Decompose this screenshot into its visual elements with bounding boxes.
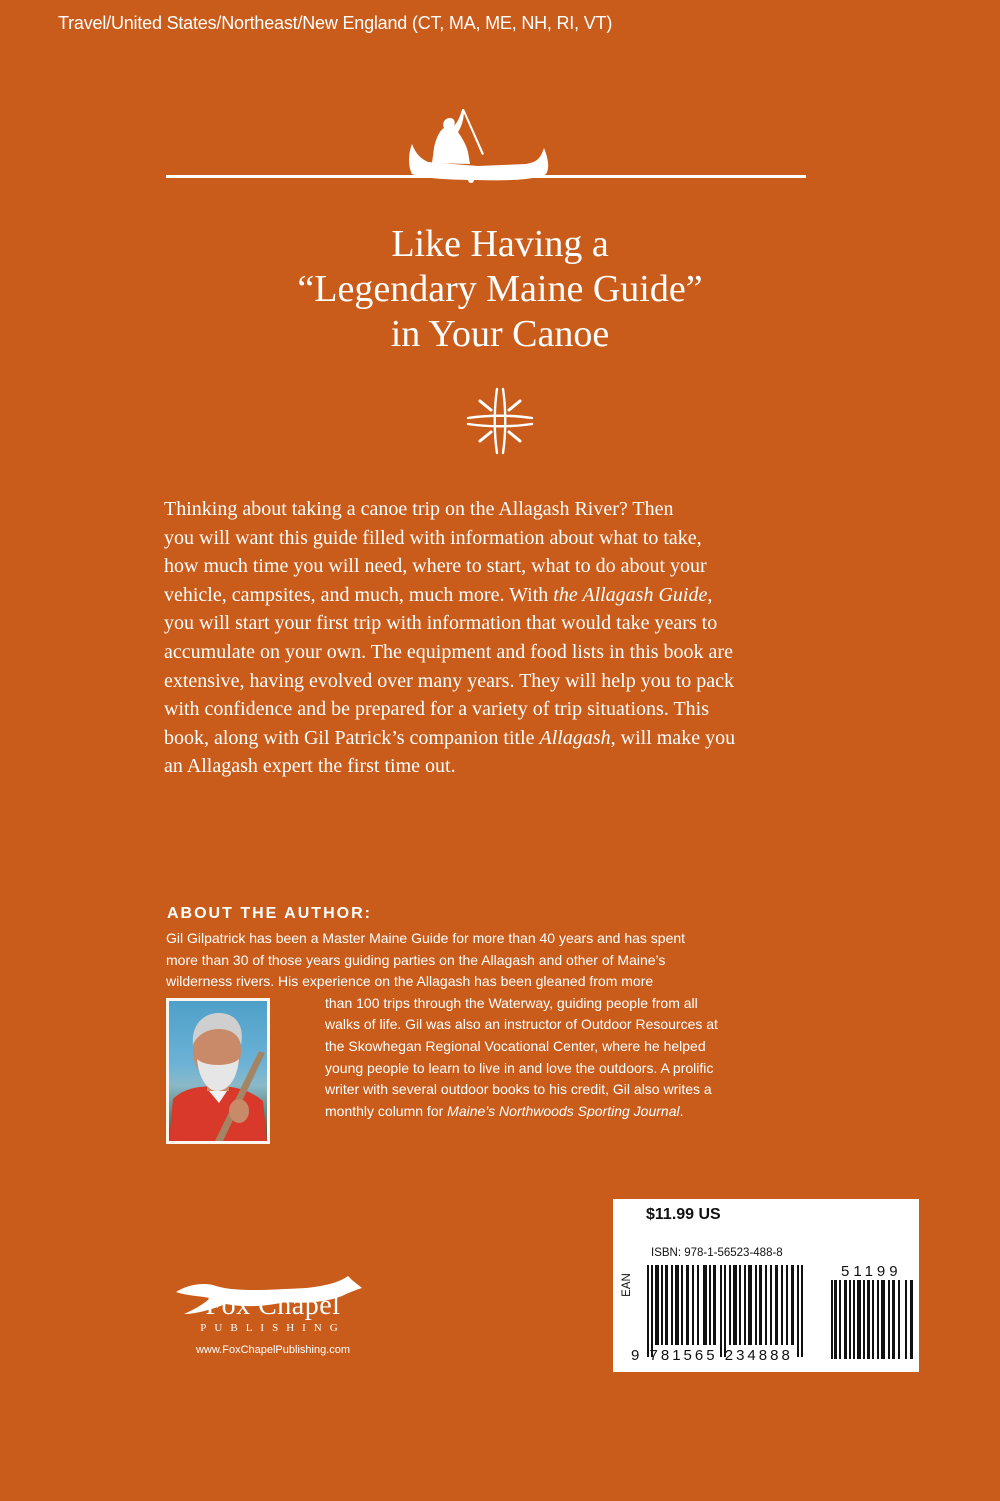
headline-line-1: Like Having a bbox=[391, 223, 609, 265]
bio-line bbox=[166, 1101, 866, 1123]
bio-line: writer with several outdoor books to his credit, Gil also writes a bbox=[325, 1081, 712, 1098]
bio-line: walks of life. Gil was also an instructor of Outdoor Resources at bbox=[325, 1016, 718, 1033]
headline-line-2: “Legendary Maine Guide” bbox=[297, 268, 703, 310]
ean-digits: 9 781565 234888 bbox=[631, 1347, 793, 1364]
blurb-text: , bbox=[707, 583, 713, 606]
blurb-line: you will start your first trip with information that would take years to bbox=[164, 612, 718, 635]
author-photo bbox=[166, 998, 270, 1144]
blurb-line: extensive, having evolved over many years. They will help you to pack bbox=[164, 669, 735, 692]
isbn: ISBN: 978-1-56523-488-8 bbox=[651, 1247, 783, 1259]
blurb-text: book, along with Gil Patrick’s companion title bbox=[164, 726, 540, 749]
headline bbox=[0, 222, 1000, 357]
ean-label: EAN bbox=[620, 1273, 633, 1297]
blurb-line: how much time you will need, where to start, what to do about your bbox=[164, 555, 707, 578]
blurb-line: you will want this guide filled with information about what to take, bbox=[164, 526, 702, 549]
category-path: Travel/United States/Northeast/New England (CT, MA, ME, NH, RI, VT) bbox=[58, 13, 613, 33]
author-photo-image bbox=[169, 1001, 267, 1141]
publisher-sub: PUBLISHING bbox=[200, 1322, 346, 1334]
bio-line: more than 30 of those years guiding parties on the Allagash and other of Maine’s bbox=[166, 951, 666, 968]
compass-star-ornament-icon bbox=[464, 385, 536, 457]
blurb-line: an Allagash expert the first time out. bbox=[164, 755, 456, 778]
blurb-line: with confidence and be prepared for a variety of trip situations. This bbox=[164, 698, 710, 721]
book-description bbox=[164, 495, 844, 781]
addon-digits: 51199 bbox=[841, 1263, 902, 1280]
author-bio bbox=[166, 928, 866, 1122]
blurb-line: Thinking about taking a canoe trip on the Allagash River? Then bbox=[164, 498, 674, 520]
ean-barcode-icon bbox=[647, 1265, 807, 1357]
bio-line: wilderness rivers. His experience on the Allagash has been gleaned from more bbox=[166, 973, 654, 990]
blurb-text: vehicle, campsites, and much, much more. With bbox=[164, 583, 554, 606]
blurb-line bbox=[164, 581, 844, 610]
blurb-line: accumulate on your own. The equipment and food lists in this book are bbox=[164, 640, 733, 663]
bio-text: . bbox=[679, 1102, 684, 1119]
blurb-line bbox=[164, 724, 844, 753]
price: $11.99 US bbox=[646, 1206, 721, 1223]
companion-title-italic: Allagash bbox=[539, 726, 611, 749]
about-author-heading: ABOUT THE AUTHOR: bbox=[167, 905, 372, 922]
headline-line-3: in Your Canoe bbox=[390, 313, 610, 355]
barcode-panel bbox=[613, 1199, 919, 1372]
publisher-url: www.FoxChapelPublishing.com bbox=[195, 1344, 351, 1356]
author-portrait-icon bbox=[169, 1001, 267, 1141]
book-title-italic: the Allagash Guide bbox=[553, 583, 708, 606]
bio-line: than 100 trips through the Waterway, guiding people from all bbox=[325, 994, 698, 1011]
journal-title-italic: Maine’s Northwoods Sporting Journal bbox=[447, 1102, 680, 1119]
price-addon-barcode-icon bbox=[831, 1280, 915, 1359]
blurb-text: , will make you bbox=[610, 726, 736, 749]
publisher-name: Fox Chapel bbox=[205, 1290, 341, 1321]
bio-line: Gil Gilpatrick has been a Master Maine Guide for more than 40 years and has spent bbox=[166, 930, 686, 946]
bio-line: the Skowhegan Regional Vocational Center, where he helped bbox=[325, 1037, 706, 1054]
bio-text: monthly column for bbox=[325, 1102, 448, 1119]
bio-line: young people to learn to live in and love the outdoors. A prolific bbox=[325, 1059, 714, 1076]
canoe-paddler-icon bbox=[406, 108, 566, 184]
